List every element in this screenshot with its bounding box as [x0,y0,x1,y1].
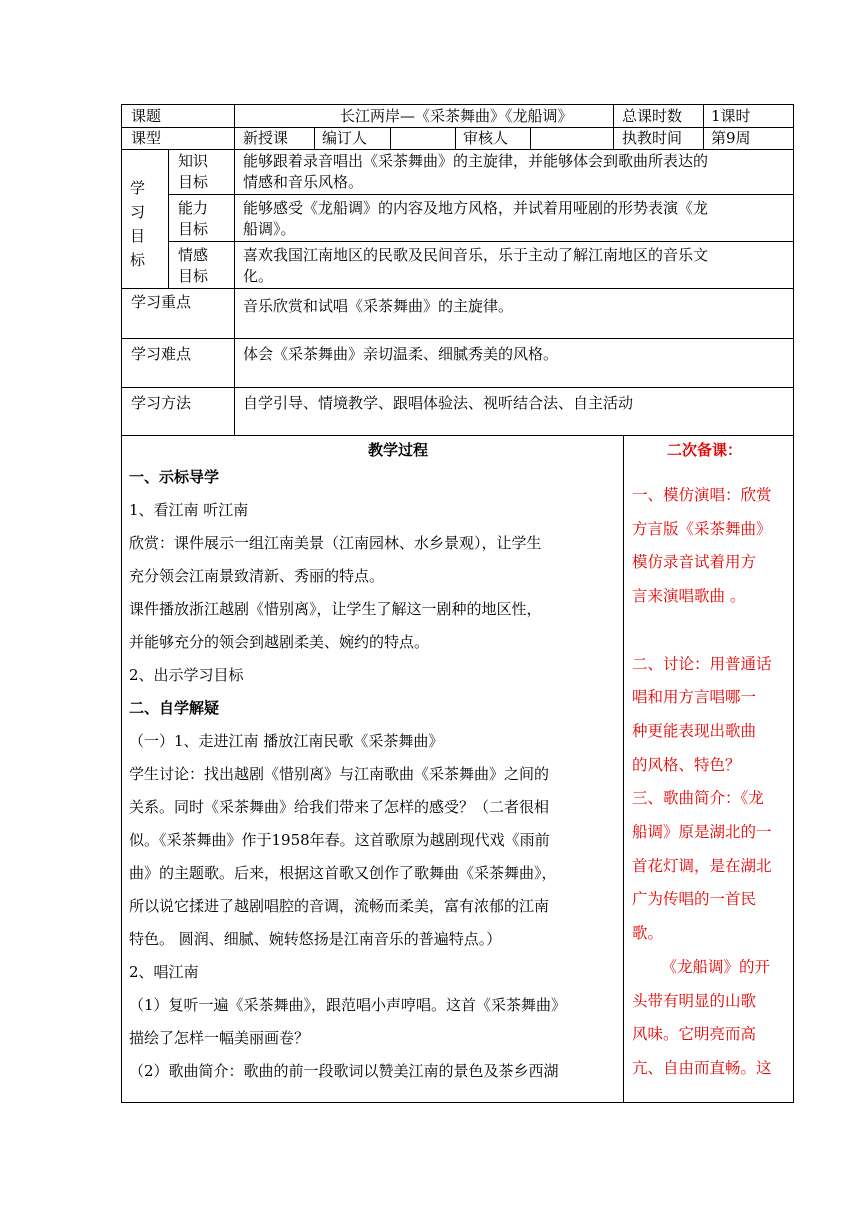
process-line: 充分领会江南景致清新、秀丽的特点。 [129,567,385,585]
beike-line: 言来演唱歌曲 。 [632,587,746,606]
section-heading: 一、示标导学 [129,468,220,486]
difficulty-text: 体会《采茶舞曲》亲切温柔、细腻秀美的风格。 [243,345,559,363]
key-point-text: 音乐欣赏和试唱《采茶舞曲》的主旋律。 [243,297,514,315]
goal-ability-label: 能力 目标 [178,199,209,238]
process-line: 曲》的主题歌。后来，根据这首歌又创作了歌舞曲《采茶舞曲》， [129,864,557,882]
label-total-hours: 总课时数 [622,107,683,125]
kexing-value: 新授课 [243,129,289,147]
beike-line: 《龙船调》的开 [632,957,771,976]
label-reviewer: 审核人 [463,129,509,147]
lesson-title: 长江两岸—《采茶舞曲》《龙船调》 [340,107,573,125]
goals-label: 学 习 目 标 [130,179,146,269]
method-text: 自学引导、情境教学、跟唱体验法、视听结合法、自主活动 [243,394,634,412]
beike-line: 种更能表现出歌曲 [632,721,757,740]
beike-line: 船调》原是湖北的一 [632,823,772,842]
label-keti: 课题 [131,107,162,125]
section-heading: 二、自学解疑 [129,699,220,717]
process-line: （2）歌曲简介：歌曲的前一段歌词以赞美江南的景色及茶乡西湖 [129,1062,559,1080]
beike-line: 风味。它明亮而高 [632,1025,757,1044]
process-line: （一）1、走进江南 播放江南民歌《采茶舞曲》 [129,732,444,750]
process-title: 教学过程 [368,441,429,459]
process-line: 课件播放浙江越剧《惜别离》，让学生了解这一剧种的地区性， [129,600,542,618]
goal-emotion-text: 喜欢我国江南地区的民歌及民间音乐，乐于主动了解江南地区的音乐文 化。 [243,246,709,285]
beike-title: 二次备课： [667,441,743,459]
beike-line: 二、讨论：用普通话 [632,654,772,673]
beike-line: 的风格、特色？ [632,755,741,774]
total-hours-value: 1课时 [711,107,751,125]
label-difficulty: 学习难点 [131,345,192,363]
goal-knowledge-text: 能够跟着录音唱出《采茶舞曲》的主旋律，并能够体会到歌曲所表达的 情感和音乐风格。 [243,152,709,191]
goal-emotion-label: 情感 目标 [178,246,209,285]
goal-ability-text: 能够感受《龙船调》的内容及地方风格，并试着用哑剧的形势表演《龙 船调》。 [243,199,709,238]
process-line: 1、看江南 听江南 [129,501,249,519]
label-method: 学习方法 [131,394,192,412]
beike-line: 广为传唱的一首民 [632,890,757,909]
process-line: 所以说它揉进了越剧唱腔的音调，流畅而柔美，富有浓郁的江南 [129,897,550,915]
beike-line [632,614,790,648]
beike-line: 一、模仿演唱：欣赏 [632,486,772,504]
label-teach-time: 执教时间 [622,129,683,147]
process-line: 欣赏：课件展示一组江南美景（江南园林、水乡景观），让学生 [129,534,542,552]
process-line: 描绘了怎样一幅美丽画卷？ [129,1029,310,1047]
beike-line: 模仿录音试着用方 [632,553,757,572]
process-body [129,461,619,1088]
beike-line: 唱和用方言唱哪一 [632,688,757,707]
beike-line: 头带有明显的山歌 [632,991,757,1010]
label-key-point: 学习重点 [131,293,192,311]
process-line: 2、出示学习目标 [129,666,244,684]
process-line: 关系。同时《采茶舞曲》给我们带来了怎样的感受？（二者很相 [129,798,550,816]
process-line: 特色。 圆润、细腻、婉转悠扬是江南音乐的普遍特点。） [129,930,502,948]
beike-line: 首花灯调，是在湖北 [632,856,772,875]
process-line: 似。《采茶舞曲》作于1958年春。这首歌原为越剧现代戏《雨前 [129,831,550,849]
beike-line: 歌。 [632,924,664,943]
process-line: （1）复听一遍《采茶舞曲》，跟范唱小声哼唱。这首《采茶舞曲》 [129,996,567,1014]
process-line: 学生讨论：找出越剧《惜别离》与江南歌曲《采茶舞曲》之间的 [129,765,550,783]
process-line: 2、唱江南 [129,963,199,981]
beike-line: 三、歌曲简介：《龙 [632,789,764,808]
label-kexing: 课型 [131,129,162,147]
teach-time-value: 第9周 [711,129,751,147]
beike-line: 方言版《采茶舞曲》 [632,519,772,538]
label-editor: 编订人 [322,129,368,147]
beike-body [632,479,790,1086]
process-line: 并能够充分的领会到越剧柔美、婉约的特点。 [129,633,430,651]
goal-knowledge-label: 知识 目标 [178,152,209,191]
beike-line: 亢、自由而直畅。这 [632,1058,772,1077]
